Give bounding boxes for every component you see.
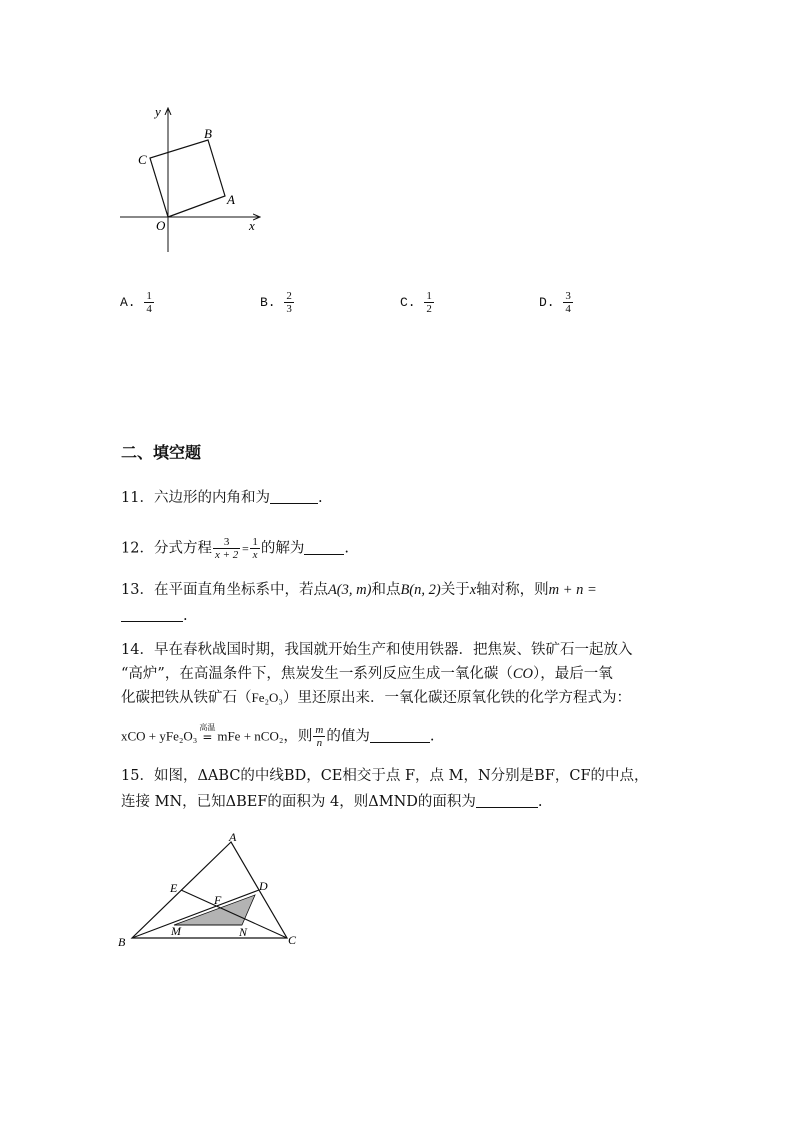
label-b2: B [118, 935, 126, 949]
label-f2: F [214, 893, 222, 907]
option-d-fraction: $\frac{3}{4}$ [565, 290, 571, 315]
option-a-letter: A. [120, 295, 136, 310]
question-13-line2: . [121, 606, 188, 626]
label-x: x [249, 218, 255, 233]
label-a2: A [229, 832, 237, 844]
question-14-line4: xCO + yFe₂O₃ 高温 = mFe + nCO₂，则 $\frac{m}{n}$ 的值为 . [121, 724, 434, 749]
answer-blank-11[interactable] [270, 489, 318, 504]
label-b: B [204, 126, 212, 141]
option-a[interactable] [120, 290, 155, 315]
question-15-line2: 连接 MN，已知ΔBEF的面积为 4，则ΔMND的面积为 . [121, 794, 543, 810]
coordinate-square-figure [110, 100, 280, 260]
answer-blank-13[interactable] [121, 607, 183, 622]
fraction-1-over-x: $\frac{1}{x}$ [252, 536, 258, 561]
label-e2: E [170, 881, 178, 895]
option-b[interactable] [260, 290, 295, 315]
question-11: 11．六边形的内角和为 . [121, 490, 323, 506]
option-d[interactable] [539, 290, 574, 315]
label-n2: N [239, 925, 248, 939]
option-b-letter: B. [260, 295, 276, 310]
answer-blank-14[interactable] [370, 728, 430, 743]
equation-left: xCO + yFe₂O₃ [121, 728, 198, 744]
label-c2: C [288, 933, 297, 947]
label-d2: D [259, 879, 268, 893]
label-y: y [155, 104, 161, 119]
option-c-fraction: $\frac{1}{2}$ [426, 290, 432, 315]
question-14-line1: 14．早在春秋战国时期，我国就开始生产和使用铁器．把焦炭、铁矿石一起放入 [121, 642, 633, 658]
question-13: 13．在平面直角坐标系中，若点A(3, m)和点B(n, 2)关于x轴对称，则m + n = [121, 582, 597, 598]
question-12: 12．分式方程 $\frac{3}{x + 2}$ = $\frac{1}{x}$ 的解为 . [121, 536, 349, 561]
square-oabc [150, 140, 225, 217]
question-14-line2: “高炉”，在高温条件下，焦炭发生一系列反应生成一氧化碳（CO），最后一氧 [121, 666, 613, 682]
option-d-letter: D. [539, 295, 555, 310]
option-c-letter: C. [400, 295, 416, 310]
section-title: 二、填空题 [121, 443, 202, 462]
reaction-condition: 高温 [199, 722, 216, 732]
question-15-line1: 15．如图，ΔABC的中线BD，CE相交于点 F，点 M，N分别是BF，CF的中点， [121, 768, 649, 784]
label-c: C [138, 152, 147, 167]
equation-right: mFe + nCO₂ [217, 728, 284, 744]
label-o: O [156, 218, 166, 233]
label-m2: M [171, 924, 181, 938]
label-a: A [227, 192, 235, 207]
question-14-line3: 化碳把铁从铁矿石（Fe₂O₃）里还原出来．一氧化碳还原氧化铁的化学方程式为： [121, 690, 631, 706]
triangle-medians-figure [110, 832, 310, 954]
option-b-fraction: $\frac{2}{3}$ [286, 290, 292, 315]
fraction-m-over-n: $\frac{m}{n}$ [315, 724, 324, 749]
answer-blank-15[interactable] [476, 793, 538, 808]
answer-blank-12[interactable] [304, 540, 344, 555]
option-a-fraction: $\frac{1}{4}$ [146, 290, 152, 315]
option-c[interactable] [400, 290, 435, 315]
fraction-3-over-x-plus-2: $\frac{3}{x + 2}$ [214, 536, 239, 561]
